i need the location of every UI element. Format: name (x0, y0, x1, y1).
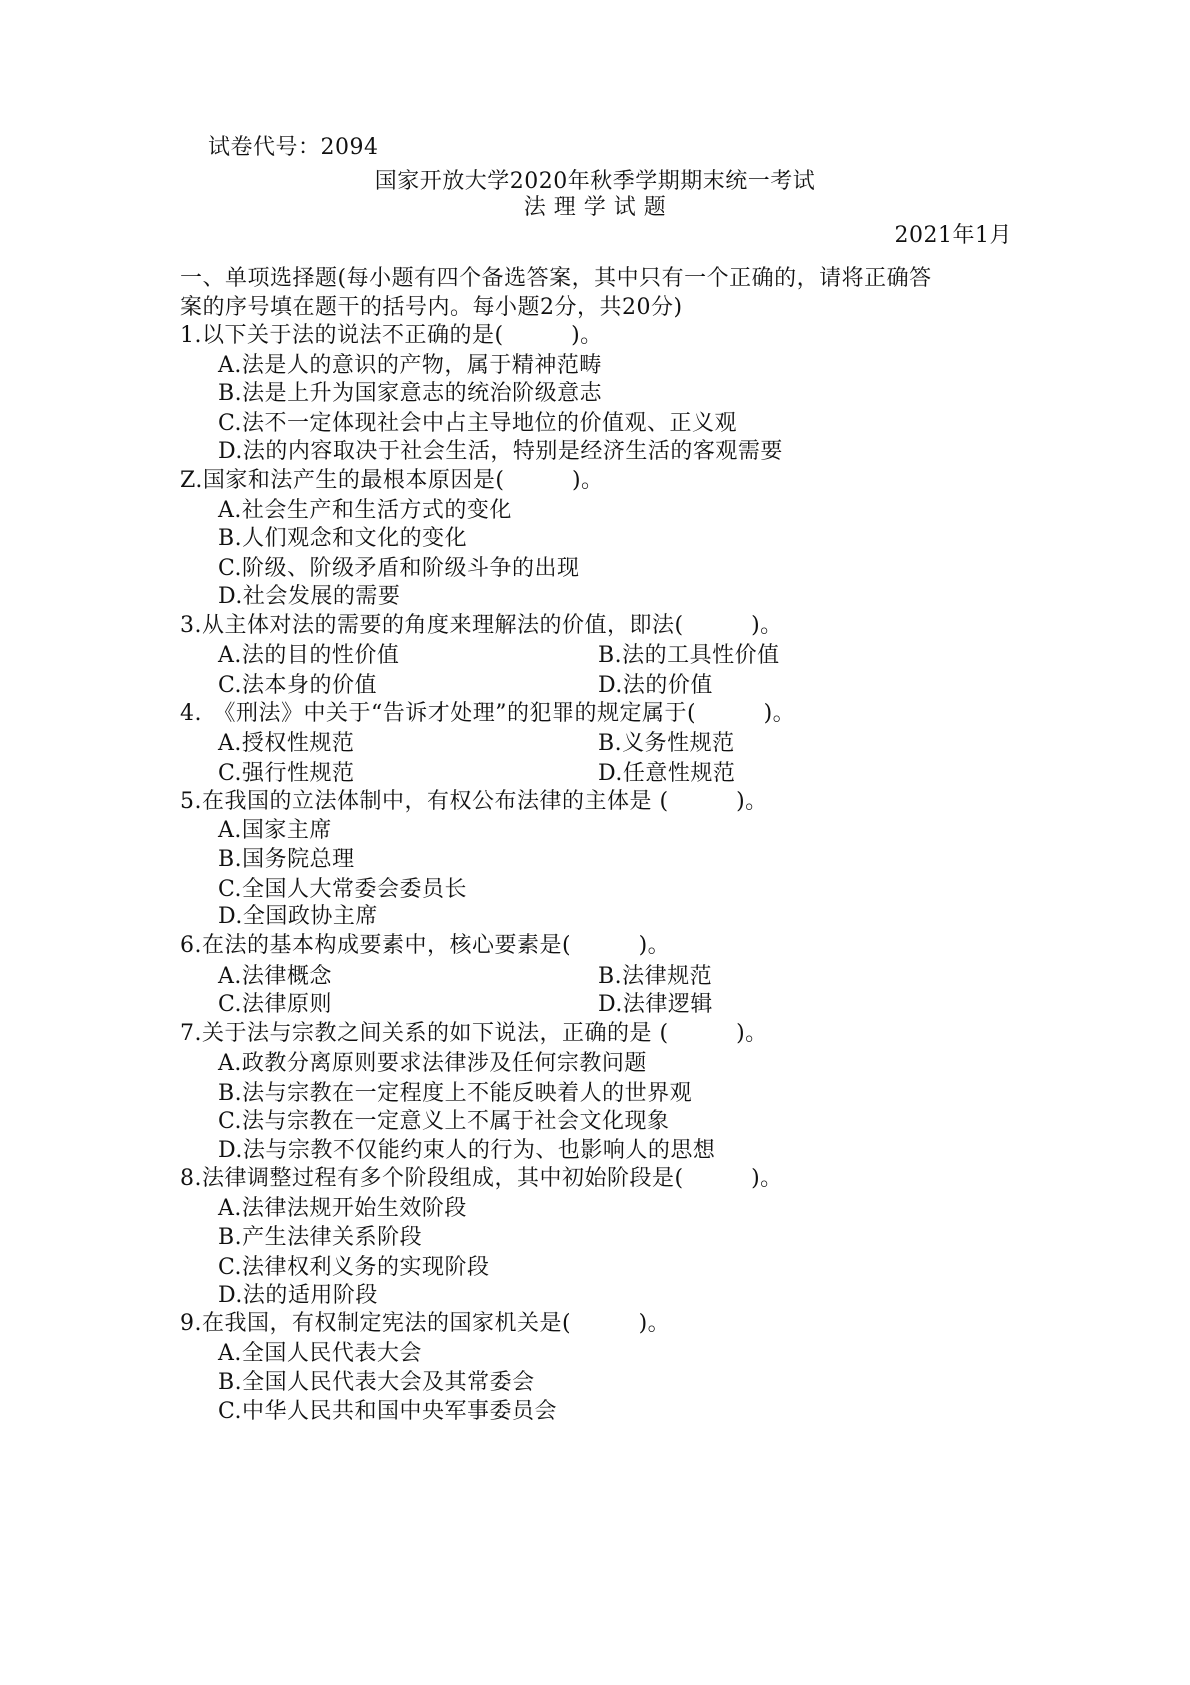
option-b: B.法与宗教在一定程度上不能反映着人的世界观 (218, 1081, 693, 1106)
option-b: B.人们观念和文化的变化 (218, 526, 468, 551)
option-d: D.法的适用阶段 (218, 1283, 378, 1308)
option-a: A.法律概念 (218, 964, 332, 989)
question-stem: 7.关于法与宗教之间关系的如下说法，正确的是 ( )。 (180, 1021, 768, 1046)
option-c: C.法不一定体现社会中占主导地位的价值观、正义观 (218, 411, 738, 436)
option-b: B.产生法律关系阶段 (218, 1225, 423, 1250)
option-c: C.法与宗教在一定意义上不属于社会文化现象 (218, 1109, 670, 1134)
option-d: D.全国政协主席 (218, 904, 378, 929)
option-a: A.法律法规开始生效阶段 (218, 1196, 467, 1221)
option-a: A.全国人民代表大会 (218, 1341, 422, 1366)
option-b: B.法律规范 (598, 964, 713, 989)
option-a: A.法的目的性价值 (218, 643, 400, 668)
option-d: D.法律逻辑 (598, 992, 713, 1017)
option-d: D.法与宗教不仅能约束人的行为、也影响人的思想 (218, 1138, 716, 1163)
option-d: D.任意性规范 (598, 761, 736, 786)
exam-subtitle: 法 理 学 试 题 (523, 195, 667, 220)
option-b: B.法是上升为国家意志的统治阶级意志 (218, 381, 603, 406)
option-c: C.法本身的价值 (218, 673, 378, 698)
option-d: D.法的内容取决于社会生活，特别是经济生活的客观需要 (218, 439, 783, 464)
option-a: A.政教分离原则要求法律涉及任何宗教问题 (218, 1051, 647, 1076)
question-stem: 9.在我国，有权制定宪法的国家机关是( )。 (180, 1311, 671, 1336)
question-stem: 4. 《刑法》中关于“告诉才处理”的犯罪的规定属于( )。 (180, 701, 796, 726)
section-instruction-cont: 案的序号填在题干的括号内。每小题2分，共20分) (180, 295, 683, 320)
exam-date: 2021年1月 (894, 223, 1012, 248)
question-stem: 6.在法的基本构成要素中，核心要素是( )。 (180, 933, 671, 958)
option-d: D.法的价值 (598, 673, 713, 698)
exam-title: 国家开放大学2020年秋季学期期末统一考试 (374, 169, 816, 194)
option-c: C.全国人大常委会委员长 (218, 877, 468, 902)
option-b: B.全国人民代表大会及其常委会 (218, 1370, 535, 1395)
option-a: A.法是人的意识的产物，属于精神范畴 (218, 353, 602, 378)
question-stem: 8.法律调整过程有多个阶段组成，其中初始阶段是( )。 (180, 1166, 783, 1191)
section-instruction: 一、单项选择题(每小题有四个备选答案，其中只有一个正确的，请将正确答 (180, 266, 932, 291)
question-stem: Z.国家和法产生的最根本原因是( )。 (180, 468, 604, 493)
question-stem: 5.在我国的立法体制中，有权公布法律的主体是 ( )。 (180, 789, 768, 814)
option-a: A.授权性规范 (218, 731, 355, 756)
exam-code: 试卷代号：2094 (208, 135, 379, 160)
option-d: D.社会发展的需要 (218, 584, 401, 609)
option-b: B.法的工具性价值 (598, 643, 780, 668)
option-b: B.国务院总理 (218, 847, 355, 872)
option-c: C.阶级、阶级矛盾和阶级斗争的出现 (218, 556, 580, 581)
option-a: A.国家主席 (218, 818, 332, 843)
option-b: B.义务性规范 (598, 731, 735, 756)
option-c: C.中华人民共和国中央军事委员会 (218, 1399, 558, 1424)
option-a: A.社会生产和生活方式的变化 (218, 498, 512, 523)
question-stem: 3.从主体对法的需要的角度来理解法的价值，即法( )。 (180, 613, 783, 638)
question-stem: 1.以下关于法的说法不正确的是( )。 (180, 323, 603, 348)
option-c: C.强行性规范 (218, 761, 355, 786)
option-c: C.法律原则 (218, 992, 333, 1017)
option-c: C.法律权利义务的实现阶段 (218, 1255, 490, 1280)
